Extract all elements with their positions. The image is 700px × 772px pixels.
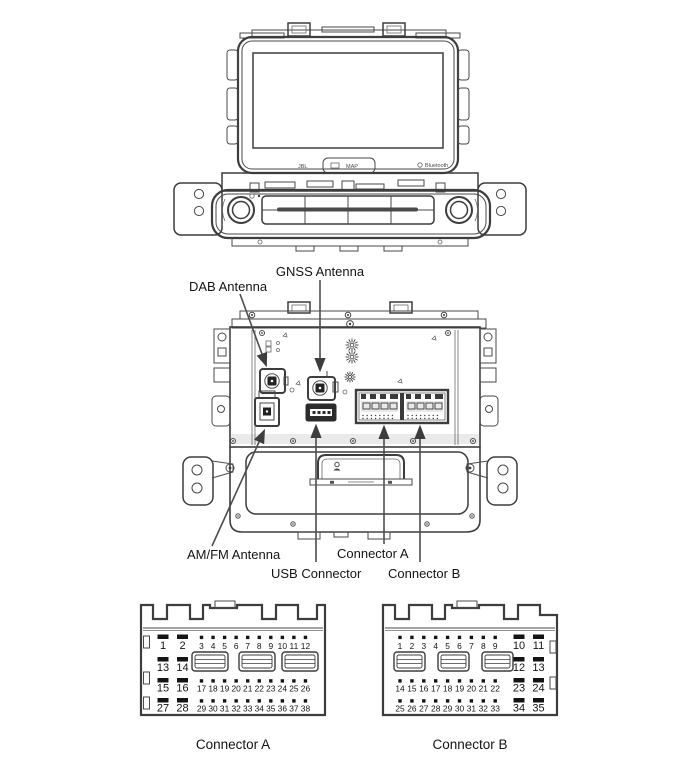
pin-number: 30 [454, 703, 465, 714]
pin-number: 24 [277, 683, 288, 694]
bluetooth-icon [418, 163, 422, 167]
pin-number: 22 [254, 683, 264, 694]
pin-number: 28 [431, 703, 441, 714]
rear-right-ear [466, 457, 517, 505]
small-pin-contact [304, 636, 307, 639]
pin-number: 28 [176, 702, 189, 715]
large-pin-contact [177, 657, 188, 662]
bracket-hole [496, 189, 505, 198]
pin-number: 35 [266, 703, 276, 714]
small-pin-contact [470, 636, 473, 639]
small-pin-contact [458, 699, 461, 702]
small-pin-contact [234, 679, 237, 682]
small-pin-contact [223, 636, 226, 639]
pin-number: 26 [407, 703, 417, 714]
rear-left-ear [183, 457, 234, 505]
small-pin-contact [246, 679, 249, 682]
small-pin-contact [398, 699, 401, 702]
pin-number: 35 [532, 702, 545, 715]
pin-number: 1 [159, 640, 167, 652]
bezel-side-tabs [227, 50, 469, 144]
small-pin-contact [234, 636, 237, 639]
small-pin-contact [410, 679, 413, 682]
rear-top-tabs [232, 302, 486, 328]
grip-bar [277, 208, 418, 212]
rear-right-bracket [480, 329, 498, 426]
guide-slot-inner [485, 655, 510, 668]
pin-number: 10 [277, 641, 288, 651]
small-pin-contact [482, 699, 485, 702]
connector-b-pins [394, 635, 545, 715]
small-pin-contact [398, 679, 401, 682]
small-pin-contact [269, 679, 272, 682]
small-pin-contact [292, 636, 295, 639]
pin-number: 10 [512, 640, 526, 652]
pin-number: 14 [395, 683, 405, 694]
pin-number: 5 [445, 641, 450, 651]
small-pin-contact [269, 636, 272, 639]
bracket-hole [496, 206, 505, 215]
small-pin-contact [200, 699, 203, 702]
starburst-icon [346, 339, 359, 352]
small-pin-contact [446, 699, 449, 702]
small-pin-contact [410, 636, 413, 639]
small-pin-contact [223, 699, 226, 702]
small-pin-contact [200, 679, 203, 682]
small-pin-contact [211, 679, 214, 682]
display-screen [253, 53, 443, 148]
connector-b-caption: Connector B [432, 737, 508, 752]
guide-slot-inner [195, 655, 225, 668]
pin-number: 3 [199, 641, 204, 651]
pin-number: 14 [176, 662, 189, 674]
amfm-antenna-label: AM/FM Antenna [187, 547, 281, 562]
small-pin-contact [494, 699, 497, 702]
usb-connector-label: USB Connector [271, 566, 362, 581]
small-pin-contact [458, 679, 461, 682]
pin-number: 32 [478, 703, 488, 714]
small-pin-contact [494, 636, 497, 639]
small-pin-contact [434, 699, 437, 702]
pin-number: 8 [256, 641, 262, 651]
small-pin-contact [234, 699, 237, 702]
pin-number: 16 [419, 683, 429, 694]
small-pin-contact [292, 699, 295, 702]
bracket-hole [194, 189, 203, 198]
front-top-tabs [240, 23, 460, 38]
pin-number: 20 [231, 683, 241, 694]
small-pin-contact [258, 699, 261, 702]
small-pin-contact [281, 636, 284, 639]
connector-a-pinout [141, 601, 325, 752]
gnss-antenna-connector[interactable] [308, 371, 338, 400]
pin-number: 20 [466, 683, 477, 694]
pin-number: 23 [266, 683, 276, 694]
pin-number: 18 [442, 683, 453, 694]
small-pin-contact [470, 679, 473, 682]
pin-number: 11 [289, 641, 299, 651]
pin-number: 31 [219, 703, 230, 714]
pin-number: 33 [243, 703, 253, 714]
pin-number: 31 [466, 703, 477, 714]
map-slot-label: MAP [346, 164, 358, 170]
pin-number: 7 [245, 641, 251, 651]
small-pin-contact [211, 699, 214, 702]
brand-logo-label: JBL [298, 164, 308, 170]
connector-a-caption: Connector A [195, 737, 271, 752]
connector-b-socket [406, 394, 443, 412]
small-pin-contact [246, 699, 249, 702]
small-pin-contact [422, 679, 425, 682]
mounting-handle [310, 455, 412, 485]
pin-number: 21 [478, 683, 488, 694]
pin-number: 12 [300, 641, 311, 651]
rear-top-screws [249, 312, 447, 327]
pin-number: 32 [231, 703, 241, 714]
small-pin-contact [200, 636, 203, 639]
pin-number: 17 [431, 683, 441, 694]
connector-a-callout-label: Connector A [337, 546, 409, 561]
front-bezel-inner [242, 41, 454, 169]
amfm-antenna-connector[interactable] [255, 391, 279, 426]
pin-number: 38 [300, 703, 311, 714]
small-pin-contact [434, 636, 437, 639]
guide-slot-inner [285, 655, 315, 668]
bluetooth-label: Bluetooth [425, 163, 449, 169]
small-pin-contact [281, 699, 284, 702]
connector-a-wall-slots [144, 636, 150, 709]
pin-number: 26 [300, 683, 311, 694]
pin-number: 4 [210, 641, 216, 651]
pin-number: 27 [156, 702, 170, 715]
large-pin-contact [533, 657, 544, 662]
starburst-icon [346, 351, 359, 364]
pin-number: 2 [179, 640, 186, 652]
pin-number: 22 [490, 683, 500, 694]
dab-antenna-connector[interactable] [260, 369, 288, 393]
small-pin-contact [494, 679, 497, 682]
large-pin-contact [533, 635, 544, 640]
pin-number: 23 [512, 682, 526, 695]
small-pin-contact [258, 636, 261, 639]
connector-b-pinout [383, 601, 557, 752]
person-icon [334, 462, 341, 470]
small-pin-contact [446, 679, 449, 682]
dab-antenna-label: DAB Antenna [189, 279, 268, 294]
pin-number: 5 [222, 641, 227, 651]
pin-number: 8 [480, 641, 486, 651]
pin-number: 27 [419, 703, 429, 714]
pin-number: 25 [395, 703, 405, 714]
rear-bottom-screws [236, 514, 474, 526]
front-left-bracket [174, 183, 222, 235]
small-pin-contact [470, 699, 473, 702]
rear-left-bracket [212, 329, 230, 426]
pin-number: 15 [407, 683, 417, 694]
pin-number: 9 [492, 641, 498, 651]
guide-slot-inner [441, 655, 466, 668]
small-pin-contact [211, 636, 214, 639]
button-grid[interactable] [262, 196, 434, 224]
guide-slot-inner [242, 655, 272, 668]
pin-number: 18 [208, 683, 218, 694]
small-pin-contact [422, 699, 425, 702]
gnss-antenna-label: GNSS Antenna [275, 264, 365, 279]
small-pin-contact [410, 699, 413, 702]
connector-a-socket [361, 394, 398, 412]
control-panel-inner [216, 194, 486, 234]
pin-number: 7 [469, 641, 474, 651]
pin-number: 13 [532, 662, 545, 674]
connector-b-housing [383, 605, 557, 715]
small-pin-contact [281, 679, 284, 682]
connector-a-pins [157, 635, 318, 715]
pin-number: 11 [532, 640, 545, 652]
pin-number: 13 [156, 662, 170, 674]
pin-number: 29 [196, 703, 207, 714]
front-bottom-rim [232, 238, 468, 251]
large-pin-contact [514, 657, 525, 662]
large-pin-contact [158, 657, 169, 662]
pin-number: 1 [397, 641, 403, 651]
pin-number: 19 [454, 683, 465, 694]
starburst-icon [345, 372, 356, 383]
pin-number: 15 [156, 682, 170, 695]
rear-lower-panel [230, 447, 480, 539]
front-bezel [238, 37, 458, 173]
small-pin-contact [292, 679, 295, 682]
pin-number: 30 [208, 703, 218, 714]
pin-number: 4 [433, 641, 439, 651]
large-pin-contact [514, 635, 525, 640]
rear-view [183, 264, 517, 581]
small-pin-contact [398, 636, 401, 639]
small-pin-contact [258, 679, 261, 682]
heat-symbols [345, 339, 359, 383]
pin-number: 6 [457, 641, 462, 651]
sd-card-icon [331, 163, 339, 168]
pin-number: 21 [243, 683, 253, 694]
small-pin-contact [434, 679, 437, 682]
large-pin-contact [177, 635, 188, 640]
tune-knob[interactable] [446, 197, 478, 223]
small-pin-contact [422, 636, 425, 639]
small-pin-contact [304, 699, 307, 702]
pin-number: 9 [268, 641, 274, 651]
power-volume-knob[interactable] [223, 197, 255, 223]
connector-a-housing [141, 605, 325, 715]
small-pin-contact [269, 699, 272, 702]
pin-number: 3 [421, 641, 427, 651]
pin-number: 12 [512, 662, 526, 674]
pin-number: 24 [532, 682, 545, 695]
front-view [174, 23, 526, 251]
pin-number: 2 [409, 641, 415, 651]
connector-b-callout-label: Connector B [388, 566, 461, 581]
pin-number: 16 [176, 682, 189, 695]
pin-number: 19 [219, 683, 230, 694]
small-pin-contact [458, 636, 461, 639]
small-pin-contact [304, 679, 307, 682]
connector-b-wall-slots [550, 641, 556, 689]
guide-slot-inner [397, 655, 422, 668]
pin-number: 25 [289, 683, 299, 694]
usb-connector[interactable] [306, 404, 336, 421]
pin-number: 6 [233, 641, 239, 651]
pin-number: 37 [289, 703, 299, 714]
small-pin-contact [223, 679, 226, 682]
pin-number: 34 [254, 703, 264, 714]
pin-number: 29 [442, 703, 453, 714]
pin-number: 33 [490, 703, 500, 714]
small-pin-contact [482, 679, 485, 682]
small-pin-contact [446, 636, 449, 639]
small-pin-contact [246, 636, 249, 639]
pin-number: 36 [277, 703, 288, 714]
main-connector-block[interactable] [356, 390, 448, 423]
pin-number: 17 [196, 683, 207, 694]
pin-number: 34 [512, 702, 526, 715]
large-pin-contact [158, 635, 169, 640]
small-pin-contact [482, 636, 485, 639]
bracket-hole [194, 206, 203, 215]
